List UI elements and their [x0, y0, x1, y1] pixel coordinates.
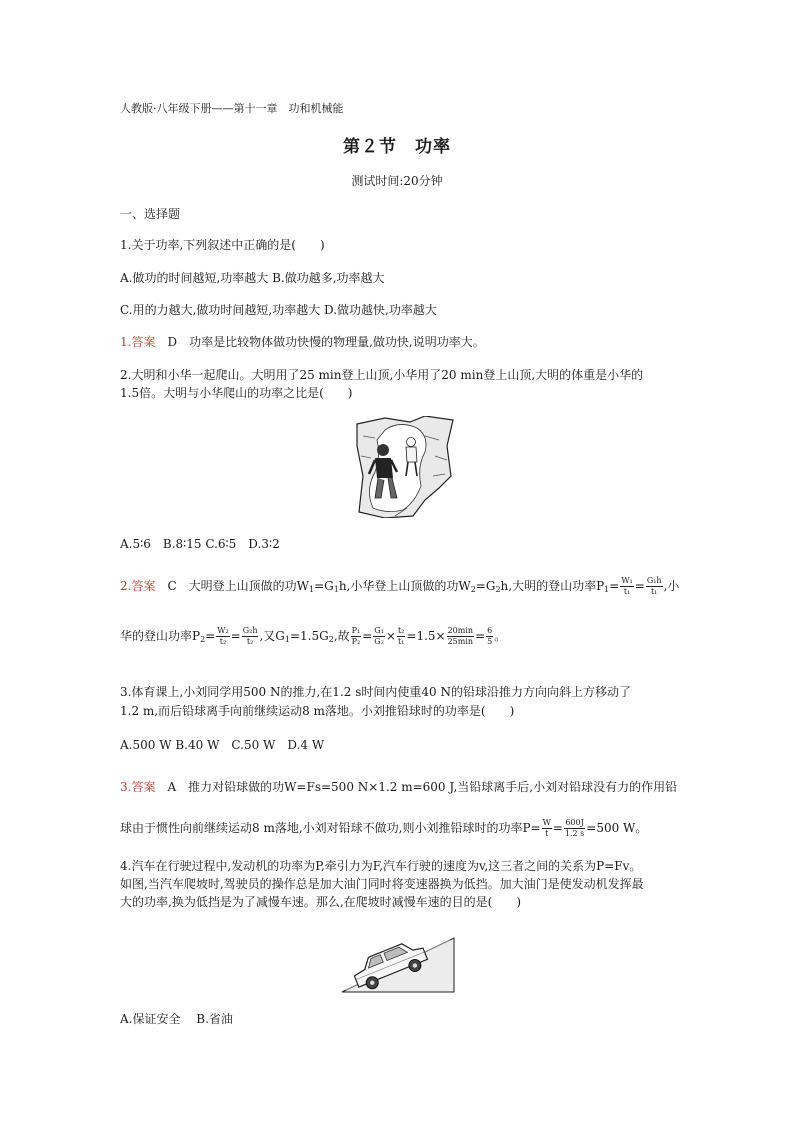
q4-stem-line1: 4.汽车在行驶过程中,发动机的功率为P,牵引力为F,汽车行驶的速度为v,这三者之间的关系为P=Fv。 — [120, 859, 642, 873]
test-time: 测试时间:20分钟 — [351, 174, 443, 188]
q1-options-cd: C.用的力越大,做功时间越短,功率越大 D.做功越快,功率越大 — [120, 303, 437, 317]
mountain-climbing-illustration — [355, 416, 455, 518]
q3-stem-line1: 3.体育课上,小刘同学用500 N的推力,在1.2 s时间内使重40 N的铅球沿推力方向向斜上方移动了 — [120, 685, 631, 699]
answer-label: 2.答案 — [120, 579, 156, 593]
q2-answer-line2: 华的登山功率$P_2=$ $\frac{\text{W₂}}{\text{t₂}}$ = $\frac{\text{G₂h}}{\text{t₂}}$ ,又$G_1=1.5G_2$,故 $\frac{\text{P₁}}{\text{P₂}}$ = $\frac{\text{G₁}}{\text{G₂}}$ × $\frac{\text{t₂}}{\text{t₁}}$ =1.5× $\frac{20\min}{25\min}$ = $\frac{6}{5}$ 。 — [120, 626, 507, 646]
q4-stem-line2: 如图,当汽车爬坡时,驾驶员的操作总是加大油门同时将变速器换为低挡。加大油门是使发动机发挥最 — [120, 877, 644, 891]
fraction: $\frac{\text{W₁}}{\text{t₁}}$ — [621, 576, 633, 596]
answer-label: 3.答案 — [120, 780, 156, 794]
fraction: $\frac{\text{W₂}}{\text{t₂}}$ — [217, 626, 229, 646]
q1-stem: 1.关于功率,下列叙述中正确的是( ) — [120, 238, 325, 252]
q3-answer-line2: 球由于惯性向前继续运动8 m落地,小刘对铅球不做功,则小刘推铅球时的功率P= $\frac{W}{t}$ = $\frac{600J}{1.2 s}$ =500 W。 — [120, 818, 648, 838]
answer-text: D 功率是比较物体做功快慢的物理量,做功快,说明功率大。 — [155, 335, 485, 349]
fraction: $\frac{\text{G₁}}{\text{G₂}}$ — [374, 626, 384, 646]
q4-options: A.保证安全 B.省油 — [120, 1012, 233, 1026]
q2-stem-line2: 1.5倍。大明与小华爬山的功率之比是( ) — [120, 386, 353, 400]
q2-stem-line1: 2.大明和小华一起爬山。大明用了25 min登上山顶,小华用了20 min登上山顶,大明的体重是小华的 — [120, 368, 644, 382]
car-on-slope-illustration — [340, 934, 456, 994]
section-heading: 一、选择题 — [120, 207, 181, 221]
fraction: $\frac{\text{G₂h}}{\text{t₂}}$ — [242, 626, 258, 646]
fraction: $\frac{W}{t}$ — [542, 818, 551, 838]
q1-options-ab: A.做功的时间越短,功率越大 B.做功越多,功率越大 — [120, 271, 385, 285]
fraction: $\frac{6}{5}$ — [487, 626, 493, 646]
q1-answer — [120, 334, 485, 350]
page-title: 第２节 功率 — [343, 137, 451, 157]
fraction: $\frac{600J}{1.2 s}$ — [564, 818, 585, 838]
fraction: $\frac{20\min}{25\min}$ — [447, 626, 474, 646]
answer-label: 1.答案 — [120, 335, 156, 349]
page-header: 人教版·八年级下册——第十一章 功和机械能 — [120, 102, 344, 115]
fraction: $\frac{\text{P₁}}{\text{P₂}}$ — [351, 626, 361, 646]
q2-options: A.5∶6 B.8∶15 C.6∶5 D.3∶2 — [120, 537, 280, 551]
q3-stem-line2: 1.2 m,而后铅球离手向前继续运动8 m落地。小刘推铅球时的功率是( ) — [120, 704, 515, 718]
q4-stem-line3: 大的功率,换为低挡是为了减慢车速。那么,在爬坡时减慢车速的目的是( ) — [120, 895, 521, 909]
fraction: $\frac{\text{G₁h}}{\text{t₁}}$ — [646, 576, 662, 596]
q3-options: A.500 W B.40 W C.50 W D.4 W — [120, 738, 325, 752]
q3-answer-line1: 3.答案 A 推力对铅球做的功W=Fs=500 N×1.2 m=600 J,当铅球离手后,小刘对铅球没有力的作用铅 — [120, 780, 678, 794]
fraction: $\frac{\text{t₂}}{\text{t₁}}$ — [397, 626, 405, 646]
q2-answer-line1: 2.答案 C 大明登上山顶做的功$W_1=G_1h$,小华登上山顶做的功$W_2=G_2h$,大明的登山功率$P_1=$ $\frac{\text{W₁}}{\text{t₁}}$ = $\frac{\text{G₁h}}{\text{t₁}}$ ,小 — [120, 576, 680, 596]
